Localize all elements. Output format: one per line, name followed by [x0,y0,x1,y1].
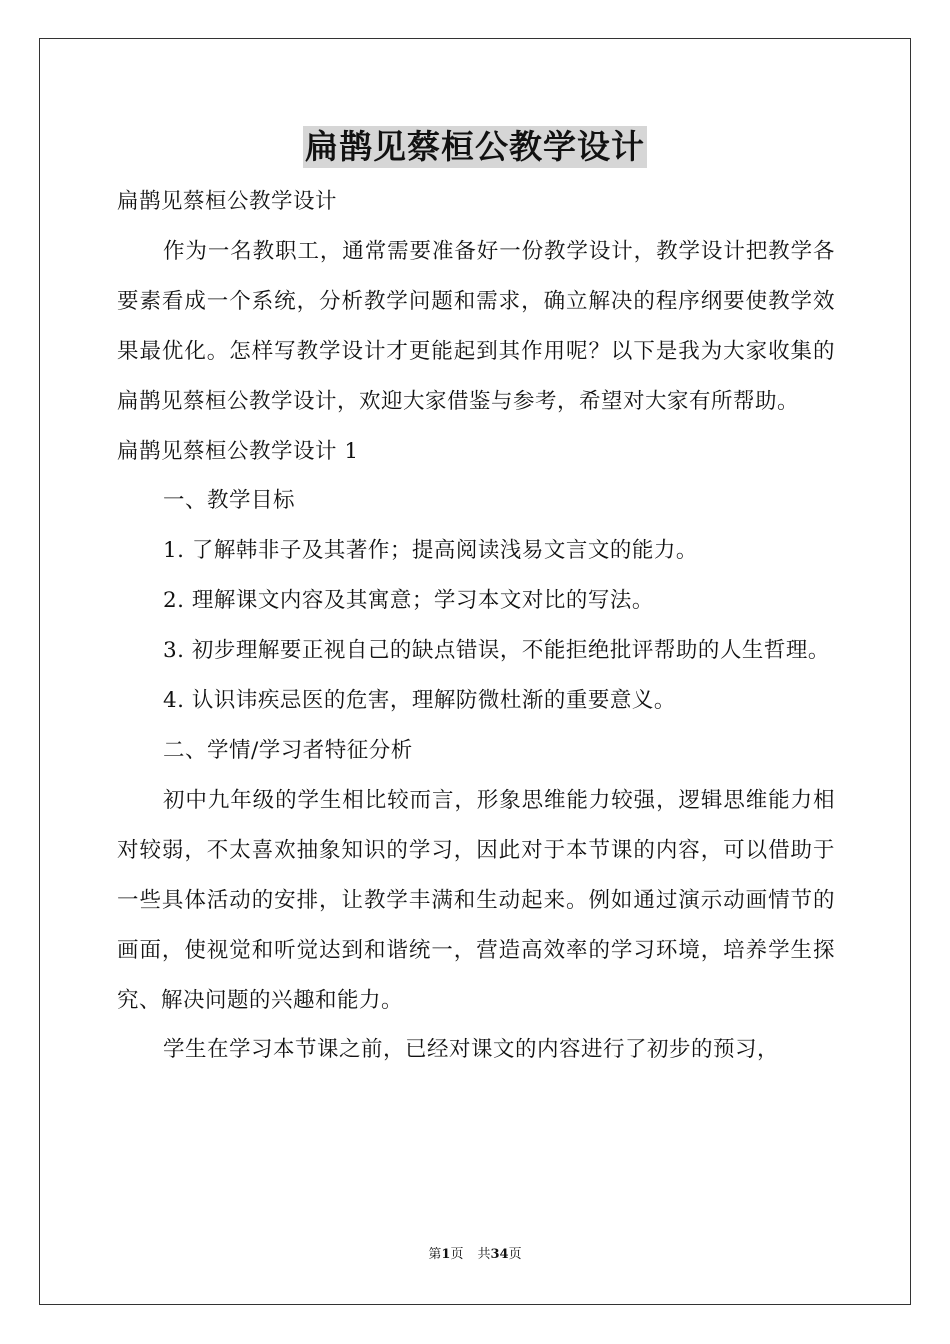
document-body [117,177,835,1075]
page-footer [0,1246,950,1264]
analysis-heading: 二、学情/学习者特征分析 [163,737,413,763]
analysis-paragraph-1: 初中九年级的学生相比较而言，形象思维能力较强，逻辑思维能力相对较弱，不太喜欢抽象知识的学习，因此对于本节课的内容，可以借助于一些具体活动的安排，让教学丰满和生动起来。例如通过演示动画情节的画面，使视觉和听觉达到和谐统一，营造高效率的学习环境，培养学生探究、解决问题的兴趣和能力。 [117,787,835,1013]
goal-item-1: 1. 了解韩非子及其著作；提高阅读浅易文言文的能力。 [163,538,698,564]
document-title: 扁鹊见蔡桓公教学设计 [305,127,645,166]
total-prefix: 共 [477,1247,491,1262]
analysis-paragraph-2: 学生在学习本节课之前，已经对课文的内容进行了初步的预习， [163,1037,780,1063]
goal-item-3: 3. 初步理解要正视自己的缺点错误，不能拒绝批评帮助的人生哲理。 [163,638,830,664]
goal-item-4: 4. 认识讳疾忌医的危害，理解防微杜渐的重要意义。 [163,688,676,714]
intro-paragraph: 作为一名教职工，通常需要准备好一份教学设计，教学设计把教学各要素看成一个系统，分析教学问题和需求，确立解决的程序纲要使教学效果最优化。怎样写教学设计才更能起到其作用呢？以下是我为大家收集的扁鹊见蔡桓公教学设计，欢迎大家借鉴与参考，希望对大家有所帮助。 [117,238,835,414]
title-container [0,126,950,168]
page-current: 1 [441,1247,451,1262]
page-total: 34 [490,1247,509,1262]
page-suffix: 页 [450,1247,464,1262]
goals-heading: 一、教学目标 [163,488,296,514]
document-subtitle: 扁鹊见蔡桓公教学设计 [117,189,338,214]
page-prefix: 第 [428,1247,442,1262]
goal-item-2: 2. 理解课文内容及其寓意；学习本文对比的写法。 [163,588,654,614]
section-heading: 扁鹊见蔡桓公教学设计 1 [117,438,359,464]
total-suffix: 页 [508,1247,522,1262]
